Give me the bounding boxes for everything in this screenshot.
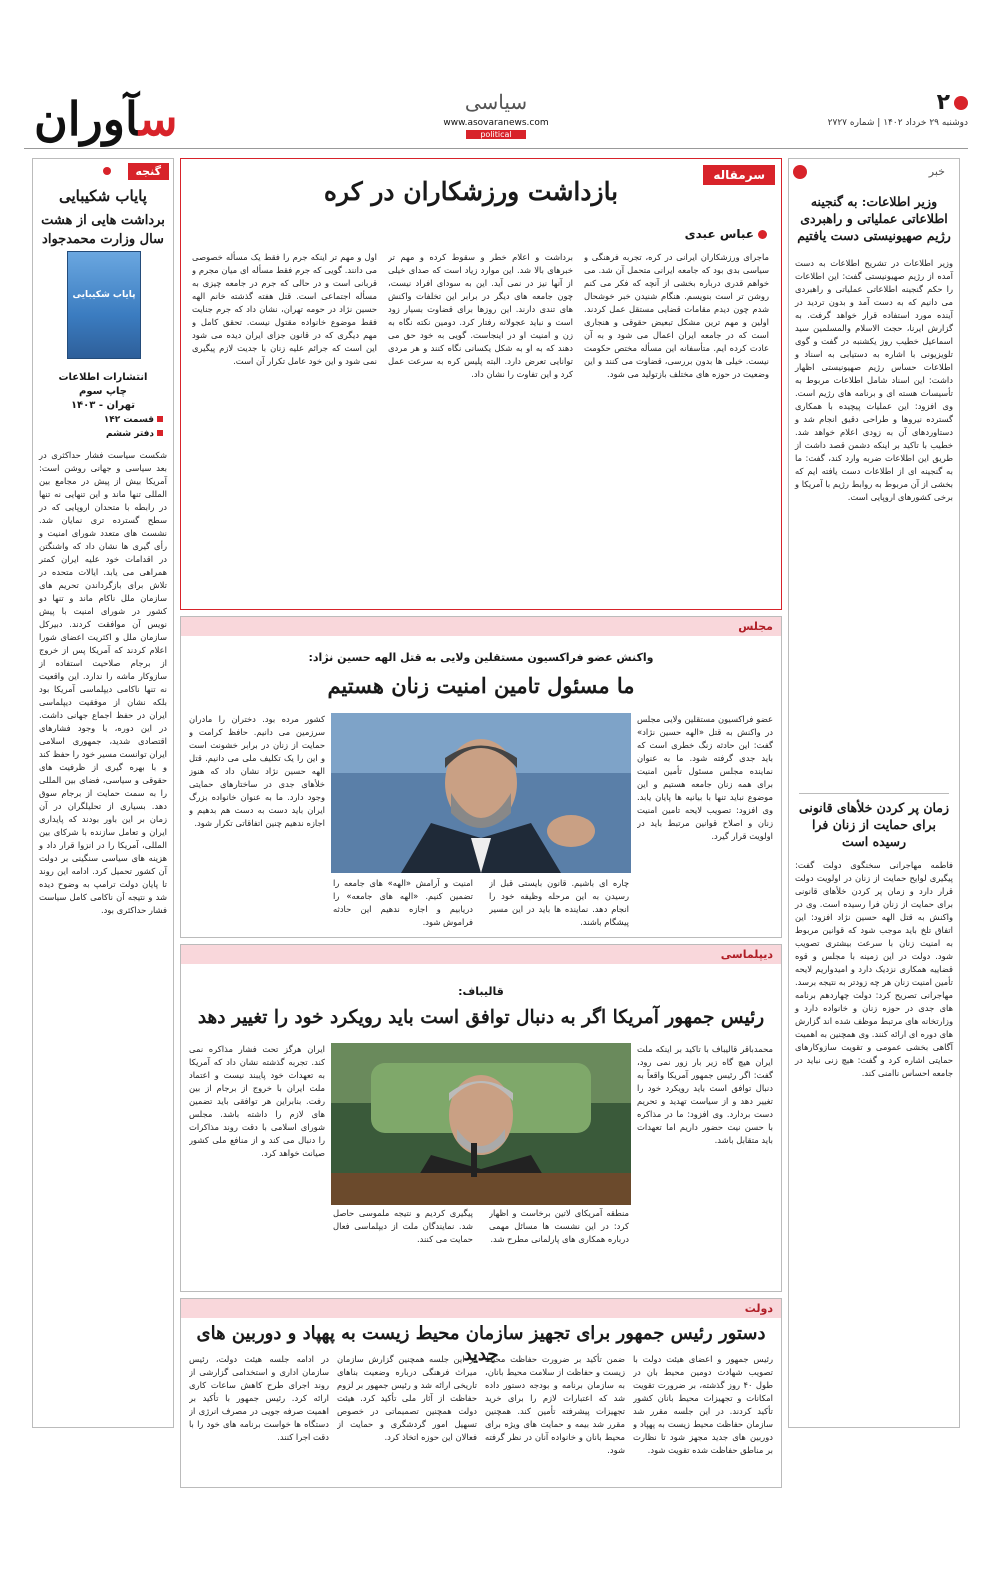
edition: چاپ سوم bbox=[79, 386, 127, 397]
ganjeh-title: پایاب شکیبایی bbox=[59, 187, 147, 205]
diplomacy-section bbox=[180, 944, 782, 1292]
diplomacy-label: دیپلماسی bbox=[181, 945, 781, 964]
diplomacy-col-left: ایران هرگز تحت فشار مذاکره نمی کند. تجربه گذشته نشان داد که آمریکا به تعهدات خود پایبند نیست و اعتماد ملت ایران با خروج از برجام از بین رفت. بنابراین هر توافقی باید تضمین های لازم را داشته باشد. مجلس شورای اسلامی با دقت روند مذاکرات را دنبال می کند و از منافع ملی کشور صیانت خواهد کرد. bbox=[189, 1044, 325, 1158]
government-col-1: رئیس جمهور و اعضای هیئت دولت با تصویب شهادت دومین محیط بان در طول ۴۰ روز گذشته، بر ضرورت تقویت امکانات و تجهیزات محیط بانان کشور تأکید کردند. در این جلسه مقرر شد سازمان حفاظت محیط زیست به پهپاد و دوربین های جدید مجهز شود تا نظارت بر مناطق حفاظت شده تقویت شود. bbox=[633, 1354, 773, 1455]
diplomacy-kicker: قالیباف: bbox=[458, 985, 504, 998]
news1-body: وزیر اطلاعات در تشریح اطلاعات به دست آمده از رژیم صهیونیستی گفت: این اطلاعات را حکم گنجینه اطلاعاتی عملیاتی و راهبردی می دانیم که به دست آمد و بدون تردید در آینده مورد استفاده قرار خواهد گرفت. به گزارش ایرنا، حجت الاسلام والمسلمین سید اسماعیل خطیب روز یکشنبه در گفت و گوی تلویزیونی با اشاره به دستیابی به اسناد و اطلاعات حساس رژیم صهیونیستی اظهار داشت: این اسناد شامل اطلاعات مربوط به تأسیسات هسته ای و برنامه های رژیم است. وی افزود: این عملیات پیچیده با همکاری گسترده نیروها و طراحی دقیق انجام شد و دستاوردهای آن به زودی اعلام خواهد شد. خطیب با تاکید بر اینکه دشمن قصد داشت از طریق این اطلاعات ضربه وارد کند، گفت: ما به گنجینه ای از اطلاعات دست یافته ایم که بخشی از آن مربوط به روابط رژیم با آمریکا و برخی کشورهای اروپایی است. bbox=[795, 258, 953, 502]
bullet-icon bbox=[157, 430, 163, 436]
ganjeh-body: شکست سیاست فشار حداکثری در بعد سیاسی و جهانی روشن است: آمریکا بیش از پیش در مجامع بین المللی تنها ماند و این تنهایی نه تنها در رابطه با متحدان اروپایی که در سطح گسترده تری نمایان شد. نشست های متعدد شورای امنیت و رأی گیری ها نشان داد که واشنگتن در اقدامات خود علیه ایران کمتر همراهی می یابد. ایالات متحده در تلاش برای بازگرداندن تحریم های سازمان ملل ناکام ماند و تنها دو کشور در شورای امنیت با پیش نویس آن موافقت کردند. دبیرکل سازمان ملل و اکثریت اعضای شورا اعلام کردند که آمریکا پس از خروج از برجام صلاحیت استفاده از سازوکار ماشه را ندارد. این واقعیت نه تنها ناکامی دیپلماسی آمریکا بود بلکه نشان از موفقیت دیپلماسی ایران در حفظ اجماع جهانی داشت. در این دوره، با وجود فشارهای اقتصادی شدید، جمهوری اسلامی ایران توانست مسیر خود را حفظ کند و با بهره گیری از ظرفیت های حقوقی و سیاسی، فضای بین المللی را به سمت حمایت از برجام سوق دهد. بسیاری از تحلیلگران در آن زمان بر این باور بودند که پایداری ایران و تعامل سازنده با شرکای بین المللی، آمریکا را در انزوا قرار داد و هزینه های سیاسی سنگینی بر دولت آن کشور تحمیل کرد. ادامه این روند تا پایان دولت ترامپ به وضوح دیده شد و نتیجه آن ناکامی کامل سیاست فشار حداکثری بود. bbox=[39, 450, 167, 915]
diplomacy-speaker-photo bbox=[331, 1043, 631, 1205]
editorial-col-3: اول و مهم تر اینکه جرم را فقط یک مسأله خصوصی می دانند. گویی که جرم فقط مسأله ای میان مجرم و قربانی است و در حالی که جرم در جامعه چیزی به مسأله اجتماعی است. قتل هفته گذشته خانم الهه حسین نژاد در حومه تهران، نشان داد که جرم جنایت فقط موضوع خانواده مقتول نیست. تحقق کامل و مهم دیگری که در قانون جزای ایران دیده می شود این است که جرائم علیه زنان با جدیت لازم پیگیری نمی شود و این خود عامل تکرار آن است. bbox=[192, 252, 377, 366]
masthead bbox=[0, 0, 992, 150]
news2-title[interactable]: زمان پر کردن خلأهای قانونی برای حمایت از زنان فرا رسیده است bbox=[798, 800, 950, 849]
news-label: خبر bbox=[928, 165, 945, 178]
header-rule bbox=[24, 148, 968, 149]
news1-title[interactable]: وزیر اطلاعات: به گنجینه اطلاعاتی عملیاتی و راهبردی رژیم صهیونیستی دست یافتیم bbox=[797, 194, 951, 243]
newspaper-logo[interactable] bbox=[34, 92, 178, 146]
editorial-col-2: برداشت و اعلام خطر و سقوط کرده و مهم تر خبرهای بالا شد. این موارد زیاد است که صدای خیلی از آنها نیز در نمی آید. این به سودای افراد نیست، چون جامعه های دیگر در برابر این تخلفات واکنش های تندی دارند. این روزها برای قضاوت بسیار زود است و نباید عجولانه رفتار کرد. دومین نکته نگاه به زن و امنیت او در اینجاست. گویی به خود حق می دهند که به او به شکل یکسانی نگاه کنند و هر مردی توانایی تعرض دارد. البته پلیس کره به سرعت عمل کرد و این تفاوت را نشان داد. bbox=[388, 252, 573, 379]
editorial-label: سرمقاله bbox=[703, 165, 775, 185]
news-dot-icon bbox=[793, 165, 807, 179]
majlis-kicker: واکنش عضو فراکسیون مستقلین ولایی به قتل الهه حسین نژاد: bbox=[308, 651, 654, 664]
majlis-label: مجلس bbox=[181, 617, 781, 636]
writer-line: دفتر ششم bbox=[106, 429, 163, 439]
logo-text: آوران bbox=[34, 92, 140, 146]
news2-body: فاطمه مهاجرانی سخنگوی دولت گفت: پیگیری لوایح حمایت از زنان در اولویت دولت قرار دارد و زمان پر کردن خلأهای قانونی برای حمایت از زنان فرا رسیده است. وی در واکنش به قتل الهه حسین نژاد افزود: این اتفاق تلخ باید موجب شود که قوانین مربوط به امنیت زنان با سرعت بیشتری تصویب شود. دولت در این زمینه با مجلس و قوه قضاییه همکاری نزدیک دارد و امیدواریم لایحه تأمین امنیت زنان هر چه زودتر به نتیجه برسد. مهاجرانی تصریح کرد: دولت چهاردهم برنامه های جدی در حوزه زنان و خانواده دارد و وزارتخانه های مرتبط موظف شده اند گزارش های دوره ای ارائه کنند. وی همچنین به اهمیت آگاهی بخشی عمومی و تقویت سازوکارهای حمایتی اشاره کرد و گفت: هیچ زنی نباید در جامعه احساس ناامنی کند. bbox=[795, 860, 953, 1078]
book-cover-image bbox=[67, 251, 141, 359]
episode-line: قسمت ۱۴۲ bbox=[104, 415, 163, 425]
author-dot-icon bbox=[758, 230, 767, 239]
majlis-caption-left: امنیت و آرامش «الهه» های جامعه را تضمین کنیم. «الهه های جامعه» را دریابیم و اجازه ندهیم این حادثه فراموش شود. bbox=[333, 878, 473, 927]
place-year: تهران - ۱۴۰۳ bbox=[70, 400, 136, 411]
majlis-col-left: کشور مرده بود. دختران را مادران سرزمین می دانیم. حافظ کرامت و حمایت از زنان در برابر خشونت است و این را یک تکلیف ملی می دانیم. قتل الهه حسین نژاد نشان داد که هنوز خلأهای جدی در ساختارهای حمایتی وجود دارد. ما به عنوان خانواده بزرگ ایران باید دست به دست هم بدهیم و اجازه ندهیم چنین اتفاقاتی تکرار شود. bbox=[189, 714, 325, 828]
ganjeh-dot-icon bbox=[103, 167, 111, 175]
diplomacy-title[interactable]: رئیس جمهور آمریکا اگر به دنبال توافق است باید رویکرد خود را تغییر دهد bbox=[197, 1007, 765, 1028]
publisher: انتشارات اطلاعات bbox=[58, 372, 148, 383]
logo-prefix: س bbox=[139, 92, 178, 146]
government-col-3: در این جلسه همچنین گزارش سازمان میراث فرهنگی درباره وضعیت بناهای تاریخی ارائه شد و رئیس جمهور بر لزوم حفاظت از آثار ملی تأکید کرد. هیئت دولت همچنین تصمیماتی در خصوص تسهیل امور گردشگری و حمایت از فعالان این حوزه اتخاذ کرد. bbox=[337, 1354, 477, 1442]
news-column bbox=[788, 158, 960, 1428]
date-line: دوشنبه ۲۹ خرداد ۱۴۰۲ | شماره ۲۷۲۷ bbox=[827, 118, 968, 128]
ganjeh-label: گنجه bbox=[128, 163, 170, 180]
bullet-icon bbox=[157, 416, 163, 422]
editorial-col-1: ماجرای ورزشکاران ایرانی در کره، تجربه فرهنگی و سیاسی بدی بود که جامعه ایرانی متحمل آن شد. می خواهم قدری درباره بخشی از آنچه که فکر می کنم روشن تر است بنویسم. هنگام شنیدن خبر خوشحال شدم چون دیدم مقامات قضایی مستقل عمل کردند. اولین و مهم ترین مشکل تبعیض حقوقی و هنجاری است که در جامعه ایران اعمال می شود و به آن عادت کرده ایم. متأسفانه این مسأله مختص حکومت نیست. خیلی ها بدون بررسی، قضاوت می کنند و این وضعیت در حوزه های مختلف بازتولید می شود. bbox=[584, 252, 769, 379]
section-name: سیاسی bbox=[464, 90, 528, 114]
majlis-section bbox=[180, 616, 782, 938]
government-section bbox=[180, 1298, 782, 1488]
book-cover-title: پایاب شکیبایی bbox=[72, 290, 136, 300]
ganjeh-subtitle: برداشت هایی از هشت سال وزارت محمدجواد bbox=[41, 213, 165, 247]
diplomacy-caption-right: منطقه آمریکای لاتین برخاست و اظهار کرد: در این نشست ها مسائل مهمی درباره همکاری های پارلمانی مطرح شد. bbox=[489, 1208, 629, 1244]
editorial-title[interactable]: بازداشت ورزشکاران در کره bbox=[323, 177, 619, 206]
majlis-caption-right: چاره ای باشیم. قانون بایستی قبل از رسیدن به این مرحله وظیفه خود را انجام دهد. نماینده ها باید در این مسیر پیشگام باشند. bbox=[489, 878, 629, 927]
government-title[interactable]: دستور رئیس جمهور برای تجهیز سازمان محیط زیست به پهپاد و دوربین های جدید bbox=[196, 1323, 766, 1365]
site-url[interactable]: www.asovaranews.com bbox=[443, 118, 549, 128]
news-divider bbox=[799, 793, 949, 794]
majlis-speaker-photo bbox=[331, 713, 631, 873]
diplomacy-caption-left: پیگیری کردیم و نتیجه ملموسی حاصل شد. نمایندگان ملت از دیپلماسی فعال حمایت می کنند. bbox=[333, 1208, 473, 1244]
government-col-4: در ادامه جلسه هیئت دولت، رئیس سازمان اداری و استخدامی گزارشی از روند اجرای طرح کاهش ساعات کاری ارائه کرد. رئیس جمهور با تأکید بر اهمیت صرفه جویی در مصرف انرژی از دستگاه ها خواست برنامه های خود را با دقت اجرا کنند. bbox=[189, 1354, 329, 1442]
editorial-box bbox=[180, 158, 782, 610]
government-col-2: ضمن تأکید بر ضرورت حفاظت محیط زیست و حفاظت از سلامت محیط بانان، به سازمان برنامه و بودجه دستور داده شد که اعتبارات لازم را برای خرید تجهیزات پیشرفته تأمین کند. همچنین مقرر شد بیمه و حمایت های ویژه برای محیط بانان و خانواده آنان در نظر گرفته شود. bbox=[485, 1354, 625, 1455]
book-publisher-info bbox=[39, 371, 167, 413]
ganjeh-column bbox=[32, 158, 174, 1428]
government-label: دولت bbox=[181, 1299, 781, 1318]
page-number: ۲ bbox=[937, 90, 968, 115]
diplomacy-col-right: محمدباقر قالیباف با تاکید بر اینکه ملت ایران هیچ گاه زیر بار زور نمی رود، گفت: اگر رئیس جمهور آمریکا واقعاً به دنبال توافق است باید رویکرد خود را تغییر دهد و از سیاست تهدید و تحریم دست بردارد. وی افزود: ما در مذاکره با حسن نیت حضور داریم اما تعهدات باید متقابل باشد. bbox=[637, 1044, 773, 1145]
majlis-title[interactable]: ما مسئول تامین امنیت زنان هستیم bbox=[327, 673, 635, 698]
section-en-badge: political bbox=[466, 130, 526, 139]
editorial-author: عباس عبدی bbox=[685, 227, 767, 241]
majlis-col-right: عضو فراکسیون مستقلین ولایی مجلس در واکنش به قتل «الهه حسین نژاد» گفت: این حادثه زنگ خطری است که باید جدی گرفته شود. ما به عنوان نماینده مجلس مسئول تأمین امنیت برای همه زنان جامعه هستیم و این موضوع نباید تنها با بیانیه ها پایان یابد. وی افزود: تصویب لایحه تامین امنیت زنان و اصلاح قوانین مرتبط باید در اولویت قرار گیرد. bbox=[637, 714, 773, 841]
